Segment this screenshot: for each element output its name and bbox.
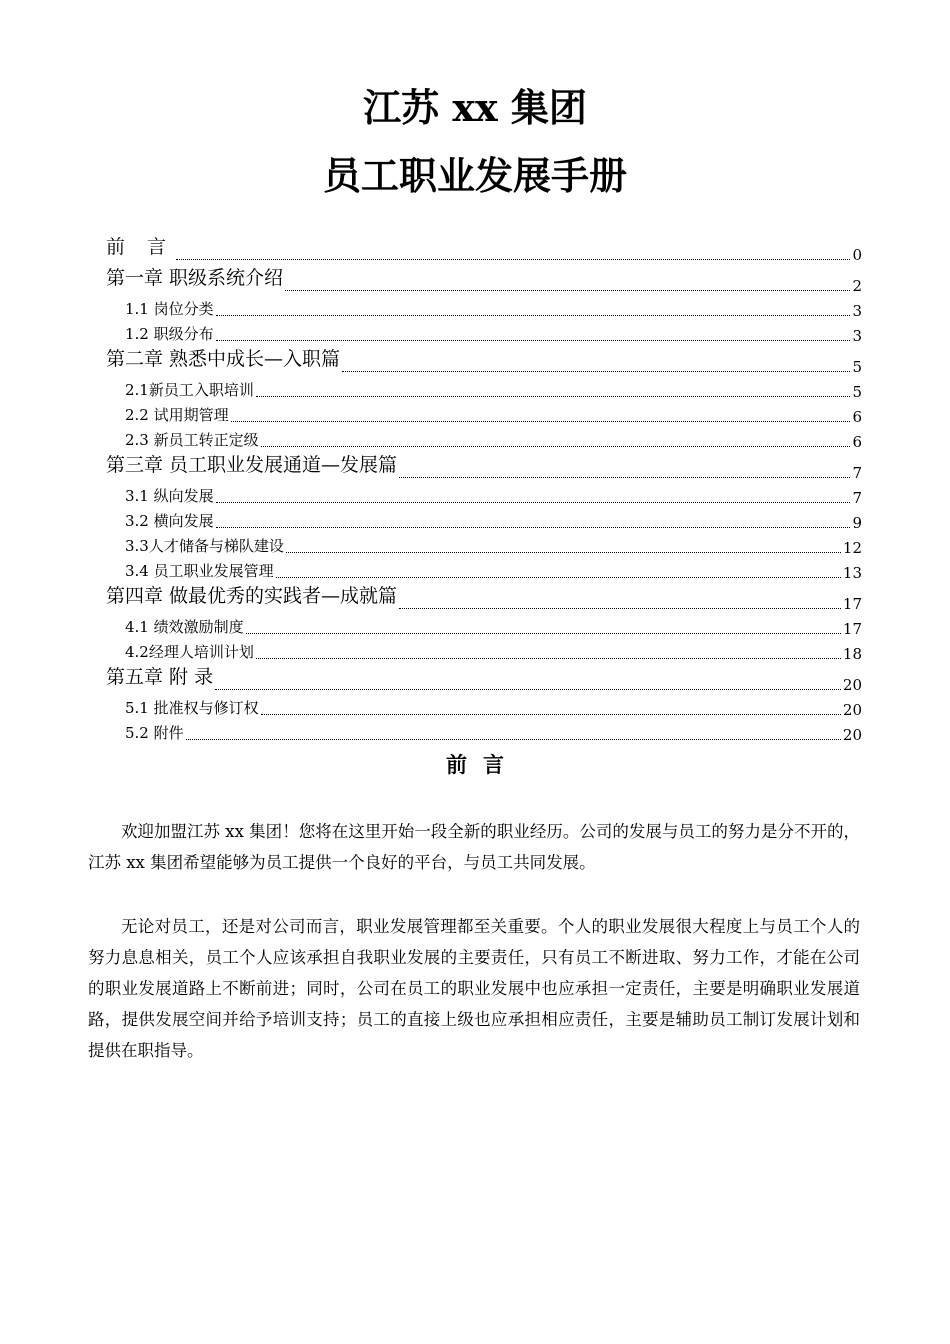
toc-page-number: 13 [842,564,862,582]
toc-page-number: 6 [852,408,862,426]
toc-page-number: 5 [852,383,862,401]
toc-dot-leader [216,315,851,316]
toc-page-number: 0 [852,246,862,264]
toc-dot-leader [216,340,851,341]
toc-entry-label: 3.2 横向发展 [125,512,214,530]
toc-dot-leader [276,577,841,578]
toc-entry-label: 3.1 纵向发展 [125,487,214,505]
toc-page-number: 6 [852,433,862,451]
toc-entry-label: 1.1 岗位分类 [125,300,214,318]
document-subtitle: 员工职业发展手册 [322,153,627,198]
toc-entry-label: 3.4 员工职业发展管理 [125,562,274,580]
toc-entry-label: 前 言 [106,236,175,258]
toc-page-number: 20 [842,676,862,694]
toc-dot-leader [285,290,850,291]
toc-dot-leader [216,527,851,528]
toc-page-number: 2 [852,277,862,295]
toc-page-number: 3 [852,302,862,320]
toc-entry-label: 2.2 试用期管理 [125,406,229,424]
toc-page-number: 5 [852,358,862,376]
toc-entry-label: 第四章 做最优秀的实践者—成就篇 [106,585,398,607]
toc-entry-section-5-2[interactable] [106,720,862,745]
toc-entry-label: 5.1 批准权与修订权 [125,699,259,717]
toc-entry-section-3-1[interactable] [106,483,862,508]
toc-dot-leader [176,259,850,260]
toc-entry-section-3-3[interactable] [106,533,862,558]
toc-entry-label: 2.3 新员工转正定级 [125,431,259,449]
toc-entry-label: 4.1 绩效激励制度 [125,618,244,636]
toc-dot-leader [261,446,851,447]
preface-paragraph-1: 欢迎加盟江苏 xx 集团！您将在这里开始一段全新的职业经历。公司的发展与员工的努力是分不开的，江苏 xx 集团希望能够为员工提供一个良好的平台，与员工共同发展。 [88,822,860,872]
toc-entry-label: 第五章 附 录 [106,666,214,688]
toc-entry-label: 5.2 附件 [125,724,184,742]
toc-entry-label: 2.1新员工入职培训 [125,381,254,399]
toc-page-number: 7 [852,489,862,507]
document-title: 江苏 xx 集团 [363,85,587,130]
toc-dot-leader [215,689,841,690]
toc-page-number: 17 [842,620,862,638]
toc-entry-label: 第二章 熟悉中成长—入职篇 [106,348,341,370]
toc-entry-section-5-1[interactable] [106,695,862,720]
toc-dot-leader [286,552,841,553]
toc-dot-leader [216,502,851,503]
toc-dot-leader [342,371,850,372]
toc-entry-section-1-1[interactable] [106,296,862,321]
toc-entry-section-4-2[interactable] [106,639,862,664]
toc-entry-section-2-1[interactable] [106,377,862,402]
table-of-contents [106,234,862,745]
toc-page-number: 20 [842,726,862,744]
toc-page-number: 3 [852,327,862,345]
toc-dot-leader [256,658,841,659]
toc-dot-leader [186,739,841,740]
toc-page-number: 7 [852,464,862,482]
toc-dot-leader [231,421,851,422]
toc-entry-chapter-1[interactable] [106,265,862,296]
toc-dot-leader [256,396,851,397]
toc-entry-label: 第一章 职级系统介绍 [106,267,284,289]
toc-entry-label: 第三章 员工职业发展通道—发展篇 [106,454,398,476]
toc-entry-chapter-3[interactable] [106,452,862,483]
toc-dot-leader [246,633,841,634]
toc-page-number: 18 [842,645,862,663]
toc-dot-leader [399,608,841,609]
toc-page-number: 17 [842,595,862,613]
toc-entry-section-3-2[interactable] [106,508,862,533]
toc-entry-preface[interactable] [106,234,862,265]
toc-dot-leader [399,477,850,478]
preface-paragraph-2: 无论对员工，还是对公司而言，职业发展管理都至关重要。个人的职业发展很大程度上与员工个人的努力息息相关，员工个人应该承担自我职业发展的主要责任，只有员工不断进取、努力工作，才能在公司的职业发展道路上不断前进；同时，公司在员工的职业发展中也应承担一定责任，主要是明确职业发展道路，提供发展空间并给予培训支持；员工的直接上级也应承担相应责任，主要是辅助员工制订发展计划和提供在职指导。 [88,917,860,1060]
toc-entry-label: 4.2经理人培训计划 [125,643,254,661]
toc-entry-chapter-2[interactable] [106,346,862,377]
toc-page-number: 12 [842,539,862,557]
toc-entry-section-2-2[interactable] [106,402,862,427]
toc-entry-section-1-2[interactable] [106,321,862,346]
toc-entry-section-2-3[interactable] [106,427,862,452]
toc-entry-chapter-5[interactable] [106,664,862,695]
preface-heading: 前言 [446,752,520,777]
toc-entry-section-4-1[interactable] [106,614,862,639]
toc-entry-label: 3.3人才储备与梯队建设 [125,537,284,555]
toc-entry-chapter-4[interactable] [106,583,862,614]
toc-page-number: 9 [852,514,862,532]
toc-page-number: 20 [842,701,862,719]
toc-dot-leader [261,714,841,715]
toc-entry-label: 1.2 职级分布 [125,325,214,343]
toc-entry-section-3-4[interactable] [106,558,862,583]
